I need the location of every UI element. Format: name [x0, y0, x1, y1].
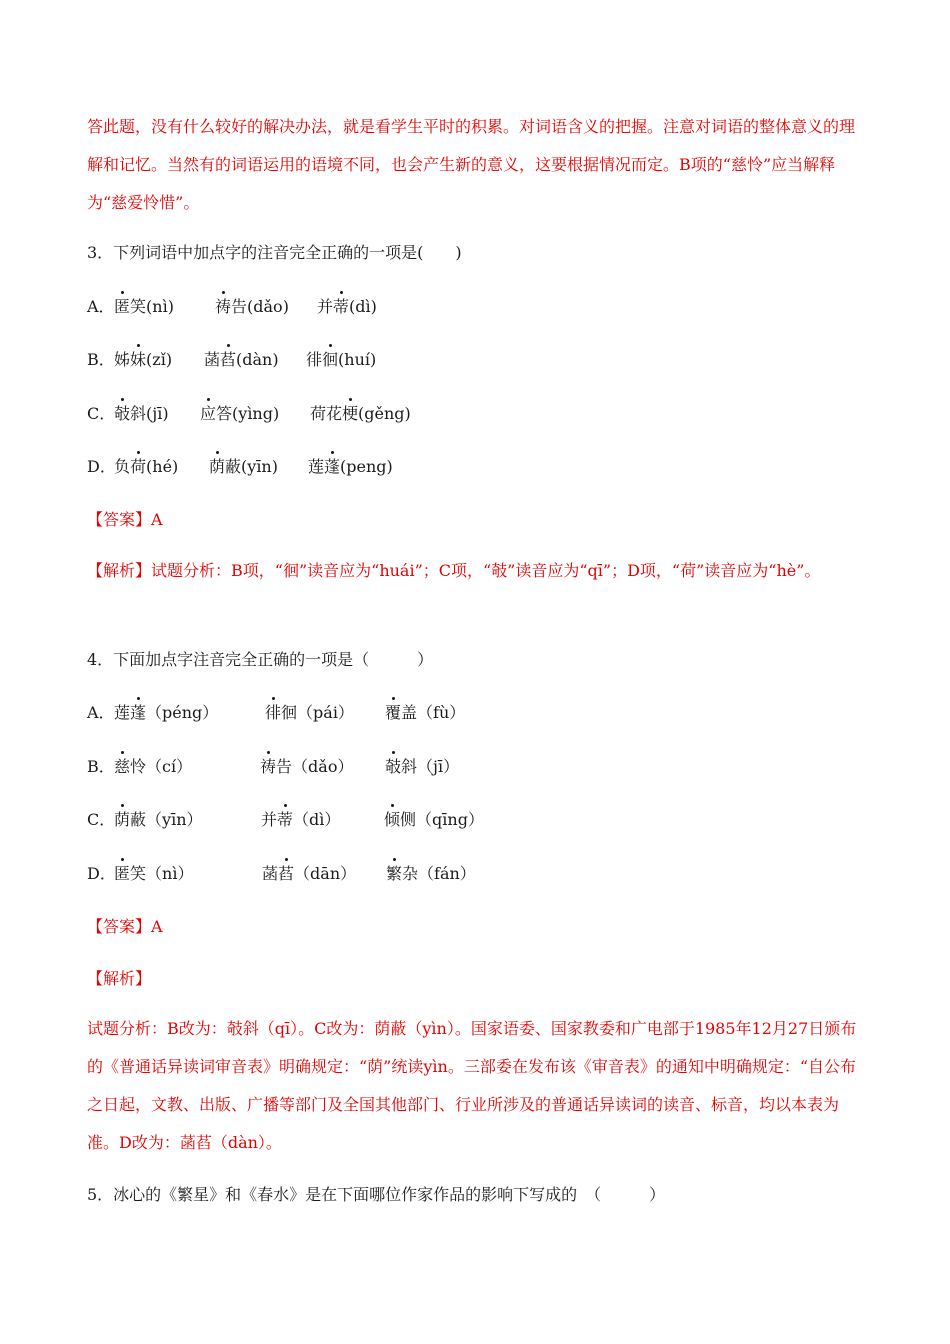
q4-option-b-item-1: 慈怜（cí） [114, 754, 192, 780]
q4-option-a-item-2: 徘徊（pái） [265, 700, 354, 726]
q4-option-b-item-3: 攲斜（jī） [385, 754, 459, 780]
q3-option-d-item-1: 负荷(hé) [114, 454, 178, 480]
q3-option-c-item-3: 荷花梗(gěng) [310, 401, 411, 427]
q4-analysis: 试题分析：B改为：攲斜（qī）。C改为：荫蔽（yìn）。国家语委、国家教委和广电部于1985年12月27日颁布的《普通话异读词审音表》明确规定：“荫”统读yìn。三部委在发布该《审音表》的通知中明确规定：“自公布之日起，文教、出版、广播等部门及全国其他部门、行业所涉及的普通话异读词的读音、标音，均以本表为准。D改为：菡萏（dàn）。 [87, 1019, 857, 1152]
q4-option-b-label: B． [87, 757, 115, 776]
q4-option-d-item-1: 匿笑（nì） [114, 861, 193, 887]
q3-option-c-label: C． [87, 404, 116, 423]
q3-option-a-item-3: 并蒂(dì) [317, 294, 377, 320]
q4-option-a-label: A． [87, 703, 115, 722]
q4-option-c-item-1: 荫蔽（yīn） [114, 807, 203, 833]
q3-option-c-item-1: 攲斜(jī) [114, 401, 169, 427]
q3-option-a-item-1: 匿笑(nì) [114, 294, 174, 320]
q3-option-d-item-2: 荫蔽(yīn) [209, 454, 278, 480]
q4-option-a-item-3: 覆盖（fù） [385, 700, 465, 726]
q3-option-d-item-3: 莲蓬(peng) [308, 454, 393, 480]
q4-answer: 【答案】A [87, 917, 163, 936]
q3-option-b-item-2: 菡萏(dàn) [204, 347, 279, 373]
q4-option-b-item-2: 祷告（dǎo） [260, 754, 353, 780]
q4-option-c-item-3: 倾侧（qīng） [384, 807, 484, 833]
q4-option-d-item-2: 菡萏（dān） [262, 861, 356, 887]
q4-question: 4．下面加点字注音完全正确的一项是（ ） [87, 650, 434, 669]
q3-option-b-label: B． [87, 350, 115, 369]
q3-option-b-item-3: 徘徊(huí) [306, 347, 376, 373]
q3-option-a-label: A． [87, 297, 115, 316]
q3-answer: 【答案】A [87, 510, 163, 529]
q4-option-d-label: D． [87, 864, 116, 883]
intro-explanation: 答此题，没有什么较好的解决办法，就是看学生平时的积累。对词语含义的把握。注意对词语的整体意义的理解和记忆。当然有的词语运用的语境不同，也会产生新的意义，这要根据情况而定。B项的“慈怜”应当解释为“慈爱怜惜”。 [87, 117, 856, 212]
q3-question: 3．下列词语中加点字的注音完全正确的一项是( ) [87, 243, 462, 262]
q4-analysis-label: 【解析】 [87, 969, 152, 988]
q4-option-c-item-2: 并蒂（dì） [261, 807, 340, 833]
q3-option-d-label: D． [87, 457, 116, 476]
q3-option-a-item-2: 祷告(dǎo) [215, 294, 289, 320]
q4-option-d-item-3: 繁杂（fán） [386, 861, 476, 887]
q4-option-c-label: C． [87, 810, 116, 829]
q4-option-a-item-1: 莲蓬（péng） [114, 700, 218, 726]
q3-option-c-item-2: 应答(yìng) [200, 401, 279, 427]
q5-question: 5．冰心的《繁星》和《春水》是在下面哪位作家作品的影响下写成的 （ ） [87, 1185, 666, 1204]
q3-analysis: 【解析】试题分析：B项，“徊”读音应为“huái”；C项，“攲”读音应为“qī”；D项，“荷”读音应为“hè”。 [87, 561, 821, 580]
q3-option-b-item-1: 姊妹(zǐ) [114, 347, 172, 373]
